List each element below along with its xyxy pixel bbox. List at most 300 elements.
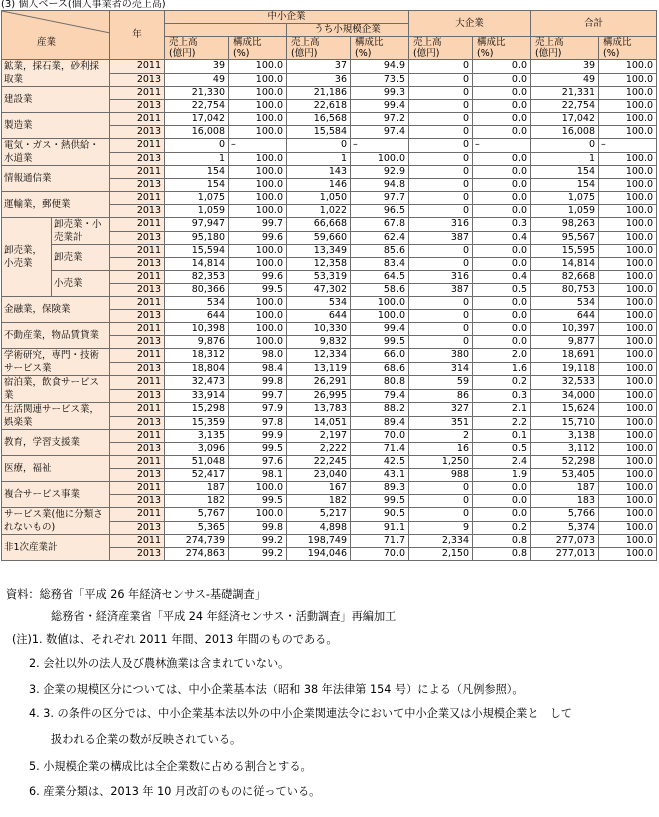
share-cell: 100.0 — [599, 152, 657, 166]
share-cell: 0.2 — [473, 376, 531, 390]
share-cell: 100.0 — [599, 60, 657, 74]
sales-cell: 53,319 — [287, 271, 351, 284]
year-cell: 2013 — [110, 521, 165, 535]
sales-cell: 47,302 — [287, 284, 351, 297]
share-cell: 73.5 — [351, 73, 409, 87]
sales-cell: 3,138 — [531, 430, 599, 443]
sales-cell: 26,291 — [287, 376, 351, 390]
share-cell: 97.8 — [229, 416, 287, 430]
share-cell: 91.1 — [351, 521, 409, 535]
sales-cell: 12,334 — [287, 349, 351, 363]
sales-cell: 277,073 — [531, 535, 599, 548]
industry-label: 運輸業，郵便業 — [2, 192, 110, 218]
share-cell: 100.0 — [599, 456, 657, 469]
share-cell: 100.0 — [351, 310, 409, 323]
share-cell: 99.2 — [229, 548, 287, 561]
share-cell: 99.7 — [229, 389, 287, 403]
share-cell: 0.0 — [473, 100, 531, 113]
share-cell: 98.4 — [229, 362, 287, 376]
share-cell: 100.0 — [599, 126, 657, 139]
sales-cell: 146 — [287, 179, 351, 192]
table-row — [2, 349, 657, 363]
subindustry-label: 小売業 — [52, 271, 110, 297]
sales-cell: 988 — [409, 469, 473, 482]
sales-cell: 0 — [409, 192, 473, 205]
sales-cell: 59 — [409, 376, 473, 390]
note-line: 6. 産業分類は、2013 年 10 月改訂のものに従っている。 — [29, 785, 321, 798]
share-cell: 99.5 — [229, 443, 287, 456]
sales-cell: 187 — [531, 482, 599, 495]
share-cell: 100.0 — [229, 166, 287, 179]
share-cell: 71.4 — [351, 443, 409, 456]
sales-cell: 534 — [165, 297, 229, 310]
sales-cell: 86 — [409, 389, 473, 403]
sales-cell: 1 — [165, 152, 229, 166]
share-cell: 0.0 — [473, 192, 531, 205]
share-header: 構成比 (%) — [351, 37, 409, 60]
year-cell: 2011 — [110, 245, 165, 258]
share-cell: 1.9 — [473, 469, 531, 482]
sales-cell: 52,417 — [165, 469, 229, 482]
share-cell: 100.0 — [599, 166, 657, 179]
year-cell: 2013 — [110, 469, 165, 482]
sales-header: 売上高 (億円) — [409, 37, 473, 60]
share-cell: 1.6 — [473, 362, 531, 376]
industry-label: 教育，学習支援業 — [2, 430, 110, 456]
sales-table — [1, 10, 657, 561]
industry-label: 非1次産業計 — [2, 535, 110, 561]
sales-cell: 21,186 — [287, 87, 351, 100]
small-header: うち小規模企業 — [287, 24, 409, 37]
sales-cell: 10,398 — [165, 323, 229, 336]
table-row — [2, 482, 657, 495]
share-cell: 99.7 — [229, 218, 287, 232]
share-cell: 100.0 — [599, 416, 657, 430]
share-cell: 99.2 — [229, 535, 287, 548]
sales-cell: 0 — [409, 152, 473, 166]
sales-cell: 0 — [287, 139, 351, 153]
sales-header: 売上高 (億円) — [531, 37, 599, 60]
share-cell: 100.0 — [229, 60, 287, 74]
sales-cell: 314 — [409, 362, 473, 376]
sales-cell: 49 — [165, 73, 229, 87]
share-cell: 100.0 — [599, 113, 657, 126]
share-cell: 100.0 — [599, 192, 657, 205]
sales-cell: 1 — [287, 152, 351, 166]
sales-cell: 15,594 — [165, 245, 229, 258]
sales-cell: 97,947 — [165, 218, 229, 232]
year-cell: 2013 — [110, 179, 165, 192]
share-cell: 0.0 — [473, 323, 531, 336]
table-row — [2, 508, 657, 522]
share-cell: 100.0 — [599, 231, 657, 245]
share-cell: 100.0 — [599, 349, 657, 363]
share-cell: 100.0 — [599, 271, 657, 284]
share-cell: 98.0 — [229, 349, 287, 363]
note-line: 5. 小規模企業の構成比は全企業数に占める割合とする。 — [29, 760, 312, 773]
sales-cell: 316 — [409, 218, 473, 232]
share-cell: 99.5 — [229, 284, 287, 297]
share-cell: 0.0 — [473, 336, 531, 349]
share-cell: 0.0 — [473, 245, 531, 258]
share-header: 構成比 (%) — [229, 37, 287, 60]
year-cell: 2013 — [110, 126, 165, 139]
sales-cell: 15,710 — [531, 416, 599, 430]
share-cell: 100.0 — [229, 73, 287, 87]
share-cell: 100.0 — [599, 258, 657, 271]
share-cell: 100.0 — [229, 192, 287, 205]
sales-cell: 14,814 — [531, 258, 599, 271]
share-cell: 99.4 — [351, 323, 409, 336]
table-row — [2, 139, 657, 153]
sales-cell: 15,595 — [531, 245, 599, 258]
share-cell: 80.8 — [351, 376, 409, 390]
share-cell: 99.3 — [351, 87, 409, 100]
sales-cell: 0 — [409, 495, 473, 508]
share-cell: 97.7 — [351, 192, 409, 205]
share-cell: 92.9 — [351, 166, 409, 179]
sales-cell: 167 — [287, 482, 351, 495]
year-cell: 2011 — [110, 166, 165, 179]
share-cell: 100.0 — [229, 482, 287, 495]
share-cell: 100.0 — [599, 205, 657, 218]
sales-cell: 22,754 — [165, 100, 229, 113]
industry-label: 製造業 — [2, 113, 110, 139]
share-cell: 100.0 — [599, 179, 657, 192]
sales-cell: 16 — [409, 443, 473, 456]
sales-cell: 0 — [409, 113, 473, 126]
sales-cell: 0 — [409, 100, 473, 113]
share-header: 構成比 (%) — [473, 37, 531, 60]
share-cell: 96.5 — [351, 205, 409, 218]
table-row — [2, 113, 657, 126]
year-cell: 2011 — [110, 297, 165, 310]
industry-label: 生活関連サービス業，娯楽業 — [2, 403, 110, 430]
share-cell: 0.0 — [473, 87, 531, 100]
sales-cell: 5,365 — [165, 521, 229, 535]
share-cell: 2.4 — [473, 456, 531, 469]
share-cell: 70.0 — [351, 430, 409, 443]
note-line: 2. 会社以外の法人及び農林漁業は含まれていない。 — [29, 657, 290, 670]
share-cell: 100.0 — [229, 152, 287, 166]
sales-header: 売上高 (億円) — [165, 37, 229, 60]
note-line: 3. 企業の規模区分については、中小企業基本法（昭和 38 年法律第 154 号）による（凡例参照）。 — [29, 683, 524, 696]
sales-cell: 13,119 — [287, 362, 351, 376]
year-cell: 2013 — [110, 205, 165, 218]
sales-cell: 182 — [165, 495, 229, 508]
table-row — [2, 456, 657, 469]
sales-cell: 17,042 — [531, 113, 599, 126]
industry-label: 学術研究，専門・技術サービス業 — [2, 349, 110, 376]
year-cell: 2013 — [110, 362, 165, 376]
share-cell: 70.0 — [351, 548, 409, 561]
sales-cell: 16,008 — [531, 126, 599, 139]
total-header: 合計 — [531, 11, 657, 37]
note-line: 総務省・経済産業省「平成 24 年経済センサス・活動調査」再編加工 — [51, 610, 397, 623]
year-cell: 2013 — [110, 258, 165, 271]
share-cell: 100.0 — [599, 376, 657, 390]
sales-cell: 0 — [409, 508, 473, 522]
year-cell: 2011 — [110, 535, 165, 548]
share-cell: 100.0 — [229, 179, 287, 192]
share-cell: 100.0 — [351, 297, 409, 310]
share-cell: 98.1 — [229, 469, 287, 482]
sales-cell: 274,863 — [165, 548, 229, 561]
share-cell: 90.5 — [351, 508, 409, 522]
share-cell: – — [473, 139, 531, 153]
share-cell: 66.0 — [351, 349, 409, 363]
table-row — [2, 376, 657, 390]
share-cell: 43.1 — [351, 469, 409, 482]
sales-cell: 154 — [165, 179, 229, 192]
note-line: 資料：総務省「平成 26 年経済センサス‐基礎調査」 — [6, 588, 266, 601]
share-cell: 99.4 — [351, 100, 409, 113]
sales-cell: 154 — [531, 166, 599, 179]
share-cell: 100.0 — [229, 113, 287, 126]
table-row — [2, 166, 657, 179]
sales-cell: 0 — [409, 482, 473, 495]
share-cell: 100.0 — [599, 443, 657, 456]
sales-cell: 1,059 — [165, 205, 229, 218]
sales-cell: 1,022 — [287, 205, 351, 218]
sales-cell: 82,353 — [165, 271, 229, 284]
year-cell: 2011 — [110, 376, 165, 390]
table-row — [2, 430, 657, 443]
sales-cell: 0 — [409, 139, 473, 153]
sales-cell: 387 — [409, 284, 473, 297]
industry-label: 不動産業，物品賃貸業 — [2, 323, 110, 349]
share-cell: 100.0 — [229, 205, 287, 218]
share-cell: 0.0 — [473, 60, 531, 74]
sales-cell: 80,366 — [165, 284, 229, 297]
sales-cell: 316 — [409, 271, 473, 284]
share-cell: – — [599, 139, 657, 153]
industry-label: 複合サービス事業 — [2, 482, 110, 508]
diagonal-line — [2, 11, 110, 57]
table-row — [2, 245, 657, 258]
sales-cell: 18,691 — [531, 349, 599, 363]
share-cell: 0.4 — [473, 271, 531, 284]
share-cell: 100.0 — [599, 284, 657, 297]
industry-label: 鉱業，採石業，砂利採取業 — [2, 60, 110, 87]
sme-header: 中小企業 — [165, 11, 409, 24]
sales-cell: 9 — [409, 521, 473, 535]
share-cell: 100.0 — [599, 508, 657, 522]
sales-cell: 154 — [531, 179, 599, 192]
share-cell: 100.0 — [599, 469, 657, 482]
note-line: 扱われる企業の数が反映されている。 — [51, 733, 242, 746]
share-cell: – — [351, 139, 409, 153]
note-line: (注)1. 数値は、それぞれ 2011 年間、2013 年間のものである。 — [12, 633, 338, 646]
sales-cell: 1 — [531, 152, 599, 166]
sales-cell: 34,000 — [531, 389, 599, 403]
year-cell: 2013 — [110, 443, 165, 456]
sales-cell: 21,330 — [165, 87, 229, 100]
year-cell: 2011 — [110, 113, 165, 126]
sales-cell: 3,112 — [531, 443, 599, 456]
share-cell: 0.3 — [473, 218, 531, 232]
year-cell: 2013 — [110, 548, 165, 561]
sales-cell: 644 — [287, 310, 351, 323]
sales-cell: 0 — [409, 60, 473, 74]
year-cell: 2011 — [110, 349, 165, 363]
sales-cell: 644 — [531, 310, 599, 323]
sales-cell: 23,040 — [287, 469, 351, 482]
share-cell: 2.2 — [473, 416, 531, 430]
share-cell: 0.0 — [473, 258, 531, 271]
sales-cell: 82,668 — [531, 271, 599, 284]
year-cell: 2011 — [110, 482, 165, 495]
table-row — [2, 535, 657, 548]
sales-cell: 2,334 — [409, 535, 473, 548]
year-header: 年 — [110, 11, 165, 60]
industry-header-label: 産業 — [37, 37, 57, 48]
sales-cell: 0 — [409, 205, 473, 218]
sales-cell: 1,075 — [165, 192, 229, 205]
share-cell: 100.0 — [229, 310, 287, 323]
share-cell: 97.9 — [229, 403, 287, 417]
sales-cell: 534 — [531, 297, 599, 310]
large-header: 大企業 — [409, 11, 531, 37]
sales-cell: 154 — [165, 166, 229, 179]
year-cell: 2013 — [110, 231, 165, 245]
share-cell: 100.0 — [599, 245, 657, 258]
share-cell: 100.0 — [229, 258, 287, 271]
sales-cell: 5,217 — [287, 508, 351, 522]
sales-cell: 39 — [165, 60, 229, 74]
sales-cell: 13,349 — [287, 245, 351, 258]
sales-cell: 277,013 — [531, 548, 599, 561]
sales-cell: 274,739 — [165, 535, 229, 548]
industry-label: 医療，福祉 — [2, 456, 110, 482]
share-cell: 79.4 — [351, 389, 409, 403]
share-cell: 99.9 — [229, 430, 287, 443]
sales-cell: 5,374 — [531, 521, 599, 535]
share-cell: 100.0 — [599, 495, 657, 508]
share-cell: 100.0 — [229, 126, 287, 139]
table-row — [2, 323, 657, 336]
share-cell: 94.8 — [351, 179, 409, 192]
share-cell: 97.6 — [229, 456, 287, 469]
share-cell: 0.8 — [473, 548, 531, 561]
share-cell: 89.4 — [351, 416, 409, 430]
share-cell: 0.0 — [473, 205, 531, 218]
sales-cell: 52,298 — [531, 456, 599, 469]
year-cell: 2011 — [110, 139, 165, 153]
share-cell: 100.0 — [599, 323, 657, 336]
sales-cell: 2,197 — [287, 430, 351, 443]
share-cell: 0.5 — [473, 443, 531, 456]
share-cell: 0.0 — [473, 73, 531, 87]
sales-cell: 4,898 — [287, 521, 351, 535]
sales-cell: 98,263 — [531, 218, 599, 232]
share-cell: 67.8 — [351, 218, 409, 232]
sales-cell: 1,075 — [531, 192, 599, 205]
share-cell: 100.0 — [599, 482, 657, 495]
sales-cell: 15,359 — [165, 416, 229, 430]
share-cell: 88.2 — [351, 403, 409, 417]
sales-cell: 14,051 — [287, 416, 351, 430]
subindustry-label: 卸売業・小売業計 — [52, 218, 110, 245]
sales-header: 売上高 (億円) — [287, 37, 351, 60]
year-cell: 2013 — [110, 336, 165, 349]
year-cell: 2011 — [110, 323, 165, 336]
sales-cell: 95,567 — [531, 231, 599, 245]
sales-cell: 2,150 — [409, 548, 473, 561]
sales-cell: 327 — [409, 403, 473, 417]
share-cell: 0.0 — [473, 508, 531, 522]
sales-cell: 0 — [531, 139, 599, 153]
share-cell: 0.3 — [473, 389, 531, 403]
share-cell: 0.5 — [473, 284, 531, 297]
table-row — [2, 192, 657, 205]
sales-cell: 194,046 — [287, 548, 351, 561]
sales-cell: 182 — [287, 495, 351, 508]
year-cell: 2011 — [110, 192, 165, 205]
share-cell: 100.0 — [229, 508, 287, 522]
sales-cell: 66,668 — [287, 218, 351, 232]
industry-label: 情報通信業 — [2, 166, 110, 192]
share-cell: 0.0 — [473, 152, 531, 166]
share-cell: 100.0 — [229, 336, 287, 349]
table-row — [2, 271, 657, 284]
industry-label: サービス業(他に分類されないもの) — [2, 508, 110, 535]
share-cell: 2.1 — [473, 403, 531, 417]
sales-cell: 12,358 — [287, 258, 351, 271]
year-cell: 2011 — [110, 508, 165, 522]
share-cell: 100.0 — [599, 218, 657, 232]
share-cell: 0.0 — [473, 179, 531, 192]
sales-cell: 0 — [409, 323, 473, 336]
sales-cell: 37 — [287, 60, 351, 74]
share-cell: – — [229, 139, 287, 153]
year-cell: 2011 — [110, 87, 165, 100]
share-cell: 0.0 — [473, 297, 531, 310]
sales-cell: 143 — [287, 166, 351, 179]
year-cell: 2013 — [110, 100, 165, 113]
sales-cell: 21,331 — [531, 87, 599, 100]
sales-cell: 0 — [409, 179, 473, 192]
sales-cell: 0 — [409, 245, 473, 258]
share-cell: 99.6 — [229, 271, 287, 284]
share-cell: 100.0 — [599, 535, 657, 548]
sales-cell: 36 — [287, 73, 351, 87]
share-cell: 100.0 — [351, 152, 409, 166]
sales-cell: 9,832 — [287, 336, 351, 349]
share-cell: 2.0 — [473, 349, 531, 363]
year-cell: 2013 — [110, 389, 165, 403]
sales-cell: 5,767 — [165, 508, 229, 522]
share-cell: 100.0 — [599, 336, 657, 349]
share-cell: 100.0 — [599, 310, 657, 323]
year-cell: 2011 — [110, 403, 165, 417]
share-cell: 99.8 — [229, 521, 287, 535]
sales-cell: 380 — [409, 349, 473, 363]
sales-cell: 22,245 — [287, 456, 351, 469]
year-cell: 2013 — [110, 73, 165, 87]
share-cell: 99.5 — [229, 495, 287, 508]
sales-cell: 22,754 — [531, 100, 599, 113]
sales-cell: 32,533 — [531, 376, 599, 390]
sales-cell: 32,473 — [165, 376, 229, 390]
sales-cell: 59,660 — [287, 231, 351, 245]
share-cell: 99.6 — [229, 231, 287, 245]
sales-cell: 13,783 — [287, 403, 351, 417]
year-cell: 2011 — [110, 456, 165, 469]
sales-cell: 39 — [531, 60, 599, 74]
note-line: 4. 3. の条件の区分では、中小企業基本法以外の中小企業関連法令において中小企業又は小規模企業と して — [29, 707, 573, 720]
sales-cell: 14,814 — [165, 258, 229, 271]
